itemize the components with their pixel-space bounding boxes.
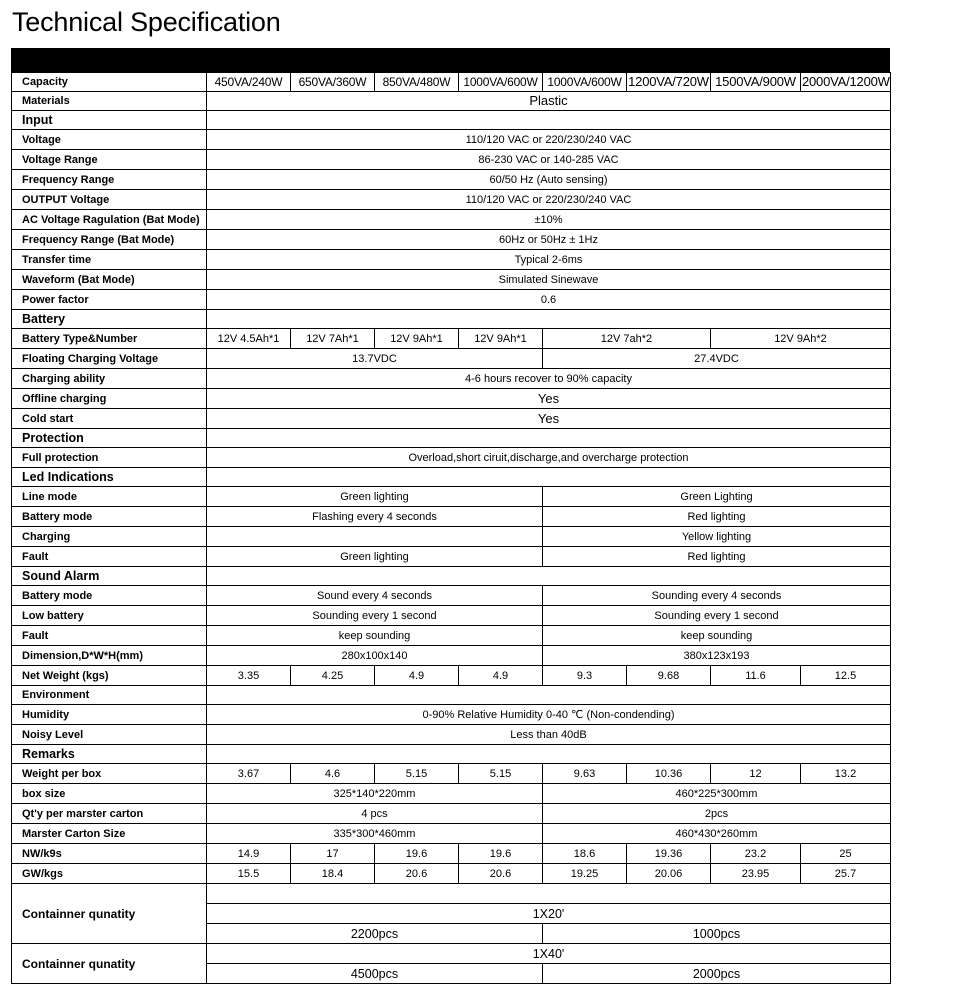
row-label: Materials [12, 92, 207, 111]
row-led-battery [12, 507, 891, 527]
section-heading: Protection [12, 429, 207, 448]
section-heading: Remarks [12, 745, 207, 764]
row-value: 13.2 [801, 764, 891, 784]
row-value: Typical 2-6ms [207, 250, 891, 270]
row-value: 2000pcs [543, 964, 891, 984]
row-label: Frequency Range [12, 170, 207, 190]
row-label: Fault [12, 547, 207, 567]
row-value: 5.15 [375, 764, 459, 784]
row-value: 4500pcs [207, 964, 543, 984]
row-transfer-time [12, 250, 891, 270]
row-value: 280x100x140 [207, 646, 543, 666]
row-value: Less than 40dB [207, 725, 891, 745]
row-label: NW/k9s [12, 844, 207, 864]
row-value: 11.6 [711, 666, 801, 686]
row-offline-charging [12, 389, 891, 409]
row-value: 27.4VDC [543, 349, 891, 369]
row-label: AC Voltage Ragulation (Bat Mode) [12, 210, 207, 230]
row-value: 4.9 [375, 666, 459, 686]
row-value: 2200pcs [207, 924, 543, 944]
row-value: 1000pcs [543, 924, 891, 944]
section-protection [12, 429, 891, 448]
row-led-charging [12, 527, 891, 547]
materials-value: Plastic [207, 92, 891, 111]
row-value: 12V 9Ah*2 [711, 329, 891, 349]
section-battery [12, 310, 891, 329]
row-value: 20.06 [627, 864, 711, 884]
row-floating-voltage [12, 349, 891, 369]
row-value: 19.36 [627, 844, 711, 864]
row-value: 12V 4.5Ah*1 [207, 329, 291, 349]
row-value: Red lighting [543, 547, 891, 567]
row-noise [12, 725, 891, 745]
row-label: Cold start [12, 409, 207, 429]
container-size: 1X20' [207, 904, 891, 924]
row-frequency-range [12, 170, 891, 190]
row-label: Transfer time [12, 250, 207, 270]
row-materials [12, 92, 891, 111]
row-value: 23.95 [711, 864, 801, 884]
row-label: Floating Charging Voltage [12, 349, 207, 369]
row-label: Full protection [12, 448, 207, 468]
row-value: Flashing every 4 seconds [207, 507, 543, 527]
capacity-cell: 1000VA/600W [459, 73, 543, 92]
row-value: 325*140*220mm [207, 784, 543, 804]
row-value: 9.68 [627, 666, 711, 686]
row-value: Yes [207, 409, 891, 429]
row-value: 12V 9Ah*1 [459, 329, 543, 349]
row-value: ±10% [207, 210, 891, 230]
row-dimension [12, 646, 891, 666]
row-value: 25 [801, 844, 891, 864]
row-environment [12, 686, 891, 705]
row-value: 460*225*300mm [543, 784, 891, 804]
row-value: 18.4 [291, 864, 375, 884]
section-remarks [12, 745, 891, 764]
section-heading: Battery [12, 310, 207, 329]
row-label: Low battery [12, 606, 207, 626]
row-label: Net Weight (kgs) [12, 666, 207, 686]
row-value: keep sounding [543, 626, 891, 646]
row-value: Simulated Sinewave [207, 270, 891, 290]
row-value: 10.36 [627, 764, 711, 784]
row-value: 380x123x193 [543, 646, 891, 666]
spec-table [11, 72, 891, 984]
row-label: Humidity [12, 705, 207, 725]
row-value: 0.6 [207, 290, 891, 310]
row-value: 110/120 VAC or 220/230/240 VAC [207, 190, 891, 210]
row-cold-start [12, 409, 891, 429]
row-value: 20.6 [375, 864, 459, 884]
capacity-cell: 850VA/480W [375, 73, 459, 92]
row-value: 5.15 [459, 764, 543, 784]
row-label: Containner qunatity [12, 884, 207, 944]
row-value: 12V 9Ah*1 [375, 329, 459, 349]
row-capacity [12, 73, 891, 92]
row-voltage [12, 130, 891, 150]
row-value: 14.9 [207, 844, 291, 864]
row-value: 4.6 [291, 764, 375, 784]
row-label: Voltage [12, 130, 207, 150]
row-voltage-range [12, 150, 891, 170]
capacity-cell: 2000VA/1200W [801, 73, 891, 92]
row-label: Power factor [12, 290, 207, 310]
row-value: 60/50 Hz (Auto sensing) [207, 170, 891, 190]
row-led-fault [12, 547, 891, 567]
row-ac-regulation [12, 210, 891, 230]
row-value: 12V 7ah*2 [543, 329, 711, 349]
row-value: 60Hz or 50Hz ± 1Hz [207, 230, 891, 250]
row-label: GW/kgs [12, 864, 207, 884]
row-value: 3.67 [207, 764, 291, 784]
row-value: Green Lighting [543, 487, 891, 507]
capacity-cell: 1000VA/600W [543, 73, 627, 92]
row-label: Qt'y per marster carton [12, 804, 207, 824]
section-led [12, 468, 891, 487]
row-label: Weight per box [12, 764, 207, 784]
row-value: Red lighting [543, 507, 891, 527]
row-label: Voltage Range [12, 150, 207, 170]
row-value: 17 [291, 844, 375, 864]
capacity-cell: 650VA/360W [291, 73, 375, 92]
row-value: 110/120 VAC or 220/230/240 VAC [207, 130, 891, 150]
row-value: Sounding every 1 second [207, 606, 543, 626]
row-label: Battery Type&Number [12, 329, 207, 349]
row-nw [12, 844, 891, 864]
row-value: 335*300*460mm [207, 824, 543, 844]
row-value: 9.3 [543, 666, 627, 686]
row-charging-ability [12, 369, 891, 389]
row-value: 13.7VDC [207, 349, 543, 369]
row-value: 19.6 [459, 844, 543, 864]
row-sound-battery [12, 586, 891, 606]
row-value: 0-90% Relative Humidity 0-40 ℃ (Non-condending) [207, 705, 891, 725]
row-led-line [12, 487, 891, 507]
row-value: 4 pcs [207, 804, 543, 824]
row-value: 18.6 [543, 844, 627, 864]
row-label: Frequency Range (Bat Mode) [12, 230, 207, 250]
row-label: Noisy Level [12, 725, 207, 745]
row-value: Green lighting [207, 547, 543, 567]
row-value: 25.7 [801, 864, 891, 884]
row-waveform [12, 270, 891, 290]
row-value: 86-230 VAC or 140-285 VAC [207, 150, 891, 170]
section-sound [12, 567, 891, 586]
capacity-cell: 450VA/240W [207, 73, 291, 92]
row-label: OUTPUT Voltage [12, 190, 207, 210]
row-power-factor [12, 290, 891, 310]
row-value: 19.25 [543, 864, 627, 884]
row-weight-per-box [12, 764, 891, 784]
container-size: 1X40' [207, 944, 891, 964]
row-value: Sounding every 4 seconds [543, 586, 891, 606]
section-heading: Led Indications [12, 468, 207, 487]
row-box-size [12, 784, 891, 804]
table-header-bar [11, 48, 890, 72]
row-sound-fault [12, 626, 891, 646]
row-net-weight [12, 666, 891, 686]
row-gw [12, 864, 891, 884]
row-value: 3.35 [207, 666, 291, 686]
capacity-cell: 1500VA/900W [711, 73, 801, 92]
row-full-protection [12, 448, 891, 468]
row-value: Sound every 4 seconds [207, 586, 543, 606]
row-label: Marster Carton Size [12, 824, 207, 844]
row-value: 4.25 [291, 666, 375, 686]
row-carton-size [12, 824, 891, 844]
row-frequency-bat [12, 230, 891, 250]
row-qty-carton [12, 804, 891, 824]
row-label: Capacity [12, 73, 207, 92]
row-label: Line mode [12, 487, 207, 507]
row-label: Dimension,D*W*H(mm) [12, 646, 207, 666]
row-label: Offline charging [12, 389, 207, 409]
section-heading: Sound Alarm [12, 567, 207, 586]
row-value: 15.5 [207, 864, 291, 884]
row-value: 2pcs [543, 804, 891, 824]
row-value: 12V 7Ah*1 [291, 329, 375, 349]
row-value: keep sounding [207, 626, 543, 646]
row-container20-blank [12, 884, 891, 904]
row-output-voltage [12, 190, 891, 210]
row-value: Green lighting [207, 487, 543, 507]
row-label: Waveform (Bat Mode) [12, 270, 207, 290]
row-value: 23.2 [711, 844, 801, 864]
section-heading: Input [12, 111, 207, 130]
row-value: 12 [711, 764, 801, 784]
section-input [12, 111, 891, 130]
row-value: 19.6 [375, 844, 459, 864]
page-title: Technical Specification [12, 7, 281, 37]
row-label: Battery mode [12, 586, 207, 606]
row-value: 9.63 [543, 764, 627, 784]
row-battery-type [12, 329, 891, 349]
row-value: 12.5 [801, 666, 891, 686]
row-label: Containner qunatity [12, 944, 207, 984]
row-label: Charging ability [12, 369, 207, 389]
row-label: Charging [12, 527, 207, 547]
row-humidity [12, 705, 891, 725]
row-value: 20.6 [459, 864, 543, 884]
row-label: Battery mode [12, 507, 207, 527]
capacity-cell: 1200VA/720W [627, 73, 711, 92]
row-value: 4.9 [459, 666, 543, 686]
row-value [207, 527, 543, 547]
row-label: Environment [12, 686, 207, 705]
row-container40-size [12, 944, 891, 964]
row-value: Yes [207, 389, 891, 409]
row-value: 4-6 hours recover to 90% capacity [207, 369, 891, 389]
row-label: box size [12, 784, 207, 804]
row-label: Fault [12, 626, 207, 646]
row-value: Yellow lighting [543, 527, 891, 547]
row-value: Overload,short ciruit,discharge,and overcharge protection [207, 448, 891, 468]
row-value: Sounding every 1 second [543, 606, 891, 626]
row-sound-low [12, 606, 891, 626]
row-value: 460*430*260mm [543, 824, 891, 844]
